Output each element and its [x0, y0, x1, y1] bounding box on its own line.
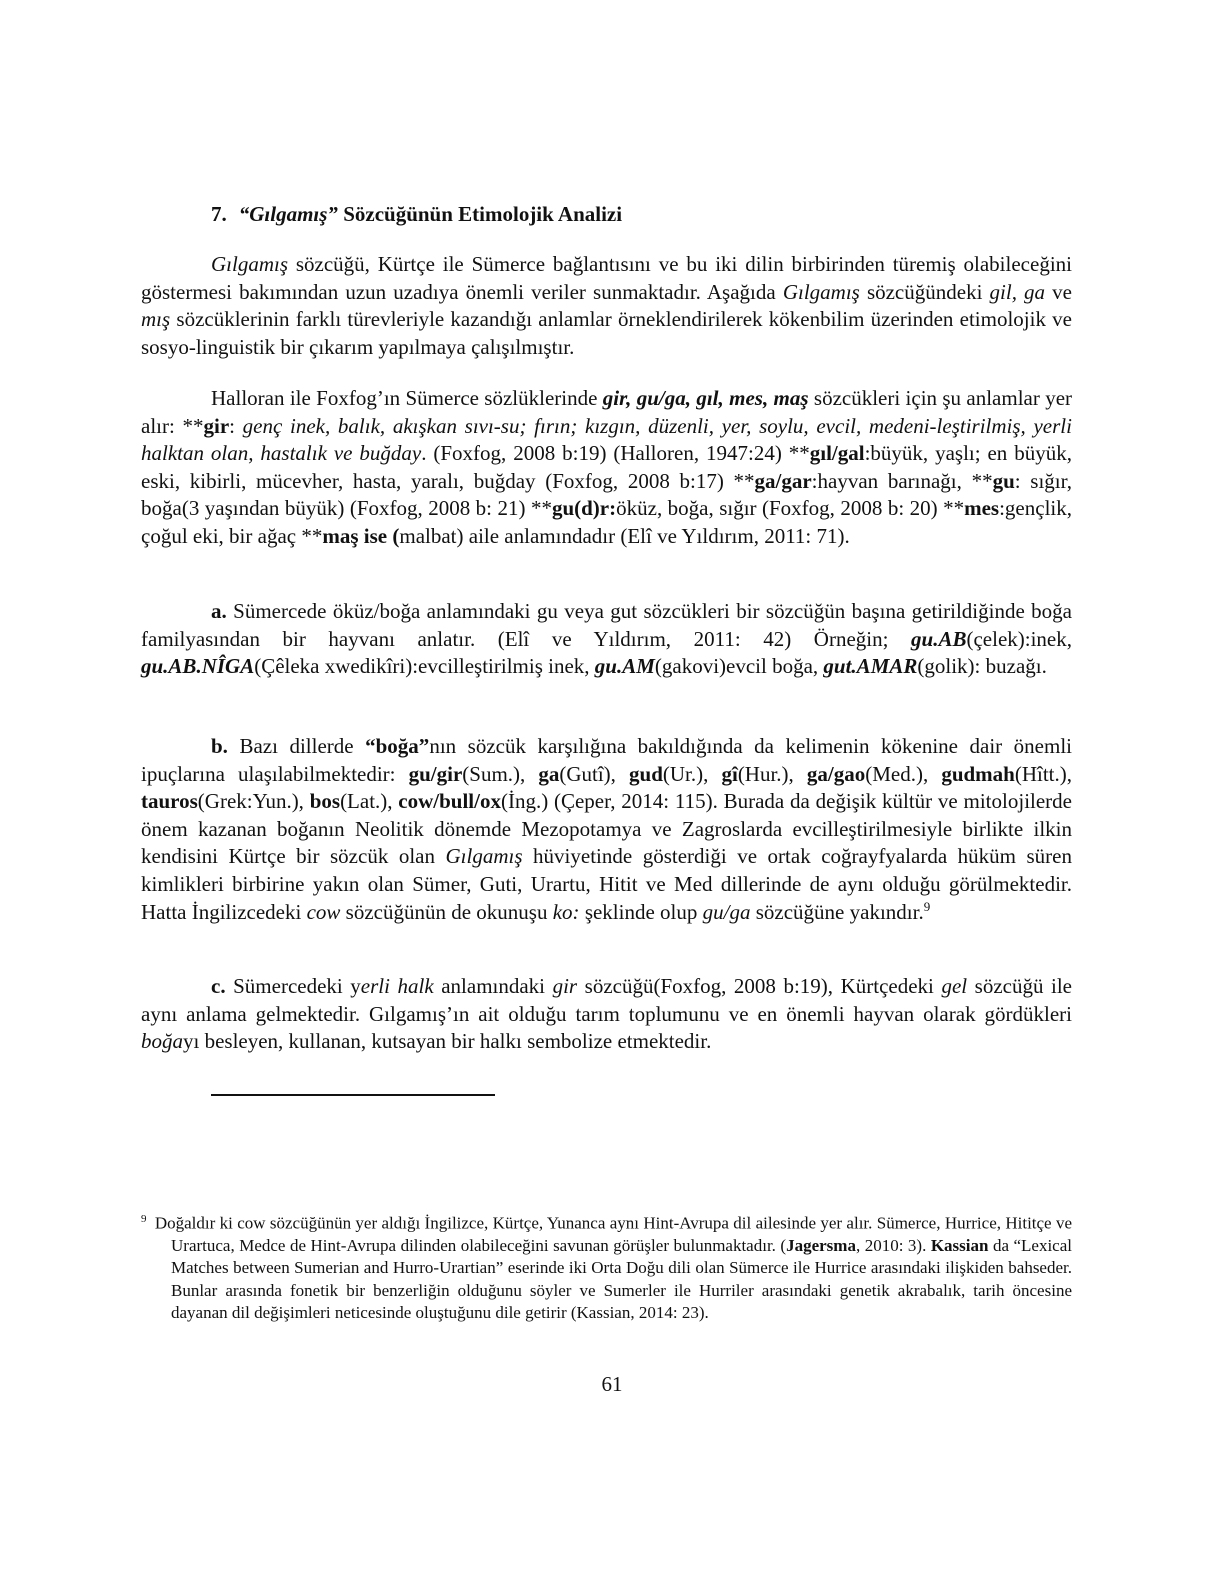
text: Sümercedeki y	[225, 974, 361, 998]
paragraph-b	[141, 733, 1072, 926]
author: Jagersma	[786, 1236, 856, 1256]
text: :	[229, 413, 243, 438]
text: Halloran ile Foxfog’ın Sümerce sözlüklerinde	[211, 386, 603, 410]
page-number: 61	[601, 1372, 623, 1396]
text: (İng.) (Çeper, 2014: 115). Burada da değişik kültür ve mitolojilerde önem kazanan boğanın Neolitik dönemde Mezopotamya ve Zagroslarda evcilleştirilmesiyle birlikte ilkin kendisini Kürtçe bir sözcük olan	[141, 789, 1072, 869]
paragraph-a	[141, 598, 1072, 681]
text: Doğaldır ki cow sözcüğünün yer aldığı İngilizce, Kürtçe, Yunanca aynı Hint-Avrupa dil ailesinde yer alır. Sümerce, Hurrice, Hititçe ve Urartuca, Medce de Hint-Avrupa dilinden olabileceğini savunan görüşler bulunmaktadır. (	[150, 1213, 1072, 1256]
term: Gılgamış	[211, 252, 289, 276]
term: cow	[306, 899, 341, 924]
text: (Med.),	[865, 761, 942, 786]
term: gir	[203, 413, 230, 438]
term: gu(d)r:	[551, 496, 617, 521]
section-title: Sözcüğünün Etimolojik Analizi	[337, 202, 623, 226]
text: (Grek:Yun.),	[197, 789, 310, 814]
term: gî	[721, 761, 738, 786]
term: gir	[552, 974, 578, 998]
text: Sümercede öküz/boğa anlamındaki gu veya gut sözcükleri bir sözcüğün başına getirildiğinde boğa familyasından bir hayvanı anlatır. (Elî ve Yıldırım, 2011: 42) Örneğin;	[141, 599, 1072, 651]
term: gut.AMAR	[823, 654, 918, 679]
text: (golik): buzağı.	[917, 654, 1047, 679]
text: hüviyetinde gösterdiği ve ortak coğrayfyalarda hüküm süren kimlikleri birbirine yakın olan Sümer, Guti, Urartu, Hitit ve Med dillerinde de aynı olduğu görülmektedir. Hatta İngilizcedeki	[141, 844, 1072, 924]
text: sözcüğü ile aynı anlama gelmektedir. Gılgamış’ın ait olduğu tarım toplumunu ve en önemli hayvan olarak gördükleri	[141, 974, 1072, 1026]
term: erli halk	[360, 974, 434, 998]
text: şeklinde olup	[579, 899, 703, 924]
item-label: b.	[211, 734, 228, 758]
text: (çelek):inek,	[966, 626, 1072, 651]
text: :büyük, yaşlı; en büyük, eski, kibirli, mücevher, hasta, yaralı, buğday (Foxfog, 2008 b:17) **	[141, 441, 1072, 493]
text: (Lat.),	[340, 789, 399, 814]
term: Gılgamış	[445, 844, 523, 869]
term: gu.AB.NÎGA	[141, 654, 255, 679]
term: maş ise (	[322, 523, 400, 548]
footnote-marker: 9	[141, 1213, 147, 1225]
text: :hayvan barınağı, **	[811, 468, 993, 493]
footnote	[141, 1208, 1072, 1325]
term: boğa	[141, 1029, 183, 1054]
text: (Çêleka xwedikîri):evcilleştirilmiş inek,	[254, 654, 595, 679]
section-number: 7.	[211, 202, 227, 226]
text: sözcüğü(Foxfog, 2008 b:19), Kürtçedeki	[577, 974, 942, 998]
text: da “Lexical Matches between Sumerian and Hurro-Urartian” eserinde iki Orta Doğu dili olan Sümerce ile Hurrice arasındaki ilişkiden bahseder. Bunlar arasında fonetik bir benzerliğin olduğunu söyler ve Sumerler ile Hurriler arasındaki genetik akrabalık, tarih öncesine dayanan dil değişimleri neticesinde oluştuğunu dile getirir (Kassian, 2014: 23).	[171, 1236, 1072, 1323]
term: gir, gu/ga, gıl, mes, maş	[602, 386, 809, 410]
term: gıl/gal	[809, 441, 865, 466]
term: ga	[538, 761, 560, 786]
text: (Sum.),	[462, 761, 539, 786]
term: bos	[309, 789, 341, 814]
term: gu.AM	[594, 654, 655, 679]
term: ga/gao	[806, 761, 866, 786]
text: , 2010: 3).	[855, 1236, 931, 1256]
term: cow/bull/ox	[398, 789, 501, 814]
term: ga/gar	[754, 468, 812, 493]
text: nın sözcük karşılığına bakıldığında da kelimenin kökenine dair önemli ipuçlarına ulaşılabilmektedir:	[141, 734, 1072, 786]
text: sözcüğünün de okunuşu	[340, 899, 553, 924]
text: (Hur.),	[737, 761, 807, 786]
text: yı besleyen, kullanan, kutsayan bir halkı sembolize etmektedir.	[183, 1029, 712, 1054]
term: Gılgamış	[782, 279, 860, 304]
term: gudmah	[941, 761, 1015, 786]
footnote-separator	[211, 1094, 495, 1096]
paragraph-intro	[141, 251, 1072, 361]
section-title-italic: “Gılgamış”	[238, 202, 338, 226]
text: (Ur.),	[662, 761, 722, 786]
text: anlamındaki	[433, 974, 553, 998]
section-heading	[211, 201, 622, 228]
text: ve	[1045, 279, 1072, 304]
text: sözcüklerinin farklı türevleriyle kazandığı anlamlar örneklendirilerek kökenbilim üzerinden etimolojik ve sosyo-linguistik bir çıkarım yapılmaya çalışılmıştır.	[141, 307, 1072, 359]
term: gud	[629, 761, 663, 786]
text: (gakovi)evcil boğa,	[654, 654, 824, 679]
text: sözcüğündeki	[859, 279, 990, 304]
text: sözcükleri için şu anlamlar yer alır: **	[141, 386, 1073, 438]
text: : sığır, boğa(3 yaşından büyük) (Foxfog, 2008 b: 21) **	[141, 468, 1073, 521]
term: “boğa”	[365, 734, 430, 758]
term: gu/ga	[702, 899, 751, 924]
paragraph-c	[141, 973, 1072, 1056]
term: mes	[964, 496, 1000, 521]
item-label: a.	[211, 599, 227, 623]
term: gil, ga	[989, 279, 1046, 304]
text: (Hîtt.),	[1014, 761, 1072, 786]
term: gu	[992, 468, 1015, 493]
term: gu/gir	[408, 761, 463, 786]
author: Kassian	[930, 1236, 989, 1256]
paragraph-dictionary	[141, 385, 1072, 551]
text: öküz, boğa, sığır (Foxfog, 2008 b: 20) **	[616, 496, 965, 521]
text: Bazı dillerde	[227, 734, 366, 758]
text: sözcüğü, Kürtçe ile Sümerce bağlantısını ve bu iki dilin birbirinden türemiş olabileceğini göstermesi bakımından uzun uzadıya önemli veriler sunmaktadır. Aşağıda	[141, 252, 1072, 304]
text: malbat) aile anlamındadır (Elî ve Yıldırım, 2011: 71).	[399, 523, 850, 548]
footnote-reference[interactable]: 9	[923, 898, 931, 914]
term: mış	[141, 307, 171, 332]
term: ko:	[552, 899, 580, 924]
text: :gençlik, çoğul eki, bir ağaç **	[141, 496, 1072, 548]
term: gu.AB	[911, 626, 967, 651]
term: gel	[941, 974, 968, 998]
term: tauros	[141, 789, 198, 814]
item-label: c.	[211, 974, 226, 998]
text: . (Foxfog, 2008 b:19) (Halloren, 1947:24) **	[421, 441, 810, 466]
definition: genç inek, balık, akışkan sıvı-su; fırın; kızgın, düzenli, yer, soylu, evcil, medeni-leştirilmiş, yerli halktan olan, hastalık ve buğday	[141, 413, 1072, 466]
text: (Gutî),	[559, 761, 630, 786]
text: sözcüğüne yakındır.	[750, 899, 924, 924]
